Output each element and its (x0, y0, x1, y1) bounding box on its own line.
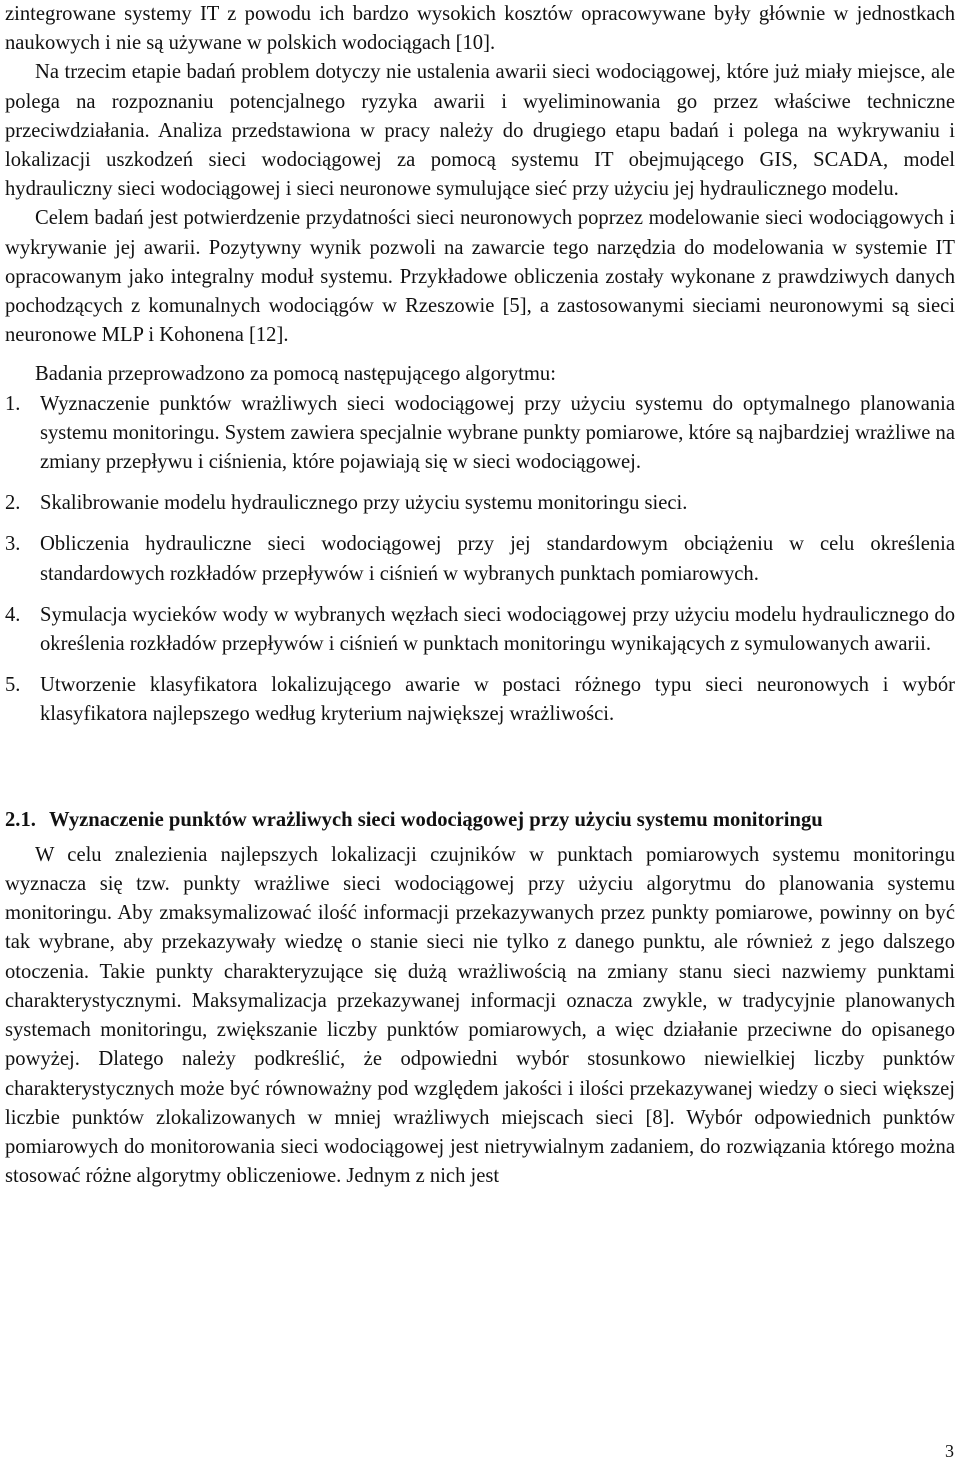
page-number: 3 (945, 1441, 954, 1461)
step-number: 1. (5, 392, 21, 415)
section-title: Wyznaczenie punktów wrażliwych sieci wodociągowej przy użyciu systemu monitoringu (49, 808, 823, 831)
document-page (5, 0, 955, 1191)
step-text: Obliczenia hydrauliczne sieci wodociągowej przy jej standardowym obciążeniu w celu określenia standardowych rozkładów przepływów i ciśnień w wybranych punktach pomiarowych. (40, 533, 955, 585)
research-goal-paragraph: Celem badań jest potwierdzenie przydatności sieci neuronowych poprzez modelowanie sieci wodociągowych i wykrywanie jej awarii. Pozytywny wynik pozwoli na zawarcie tego narzędzia do modelowania w systemie IT opracowanym jako integralny moduł systemu. Przykładowe obliczenia zostały wykonane z prawdziwych danych pochodzących z komunalnych wodociągów w Rzeszowie [5], a zastosowanymi sieciami neuronowymi są sieci neuronowe MLP i Kohonena [12]. (5, 207, 955, 347)
step-text: Symulacja wycieków wody w wybranych węzłach sieci wodociągowej przy użyciu modelu hydraulicznego do określenia rozkładów przepływów i ciśnień w punktach monitoringu wynikających z symulowanych awarii. (40, 603, 955, 656)
step-number: 2. (5, 492, 21, 515)
list-item (5, 671, 955, 729)
list-item (5, 530, 955, 588)
section-paragraph: W celu znalezienia najlepszych lokalizacji czujników w punktach pomiarowych systemu monitoringu wyznacza się tzw. punkty wrażliwe sieci wodociągowej przy użyciu algorytmu do planowania systemu monitoringu. Aby zmaksymalizować ilość informacji przekazywanych przez punkty pomiarowe, powinny on być tak wybrane, aby przekazywały wiedzę o stanie sieci nie tylko z danego punktu, ale również z jego dalszego otoczenia. Takie punkty charakteryzujące się dużą wrażliwością na zmiany stanu sieci nazwiemy punktami charakterystycznymi. Maksymalizacja przekazywanej informacji oznacza zwykle, w tradycyjnie planowanych systemach monitoringu, zwiększanie liczby punktów pomiarowych, a więc działanie przeciwne do opisanego powyżej. Dlatego należy podkreślić, że odpowiedni wybór stosunkowo niewielkiej liczby punktów charakterystycznych może być równoważny pod względem jakości i ilości przekazywanej wiedzy o sieci większej liczbie punktów zlokalizowanych w mniej wrażliwych miejscach sieci [8]. Wybór odpowiednich punktów pomiarowych do monitorowania sieci wodociągowej jest nietrywialnym zadaniem, do rozwiązania którego można stosować różne algorytmy obliczeniowe. Jednym z nich jest (5, 843, 955, 1188)
algorithm-steps-list (5, 390, 955, 730)
algorithm-intro: Badania przeprowadzono za pomocą następującego algorytmu: (35, 363, 556, 386)
step-number: 4. (5, 603, 21, 626)
section-number: 2.1. (5, 808, 36, 831)
step-text: Utworzenie klasyfikatora lokalizującego awarie w postaci różnego typu sieci neuronowych i wybór klasyfikatora najlepszego według kryterium największej wrażliwości. (40, 674, 955, 726)
stage3-paragraph: Na trzecim etapie badań problem dotyczy nie ustalenia awarii sieci wodociągowej, które już miały miejsce, ale polega na rozpoznaniu potencjalnego ryzyka awarii i wyeliminowania go przez właściwe techniczne przeciwdziałania. Analiza przedstawiona w pracy należy do drugiego etapu badań i polega na wykrywaniu i lokalizacji uszkodzeń sieci wodociągowej za pomocą systemu IT obejmującego GIS, SCADA, model hydrauliczny sieci wodociągowej i sieci neuronowe symulujące sieć przy użyciu jej hydraulicznego modelu. (5, 61, 955, 201)
intro-paragraph-end: zintegrowane systemy IT z powodu ich bardzo wysokich kosztów opracowywane były głównie w jednostkach naukowych i nie są używane w polskich wodociągach [10]. (5, 3, 955, 55)
step-text: Skalibrowanie modelu hydraulicznego przy użyciu systemu monitoringu sieci. (40, 492, 688, 515)
list-item (5, 601, 955, 659)
list-item (5, 390, 955, 478)
step-number: 5. (5, 674, 21, 697)
step-number: 3. (5, 533, 21, 556)
section-heading (5, 806, 955, 835)
list-item (5, 489, 955, 518)
step-text: Wyznaczenie punktów wrażliwych sieci wodociągowej przy użyciu systemu do optymalnego planowania systemu monitoringu. System zawiera specjalnie wybrane punkty pomiarowe, które są najbardziej wrażliwe na zmiany przepływu i ciśnienia, które pojawiają się w sieci wodociągowej. (40, 392, 955, 474)
